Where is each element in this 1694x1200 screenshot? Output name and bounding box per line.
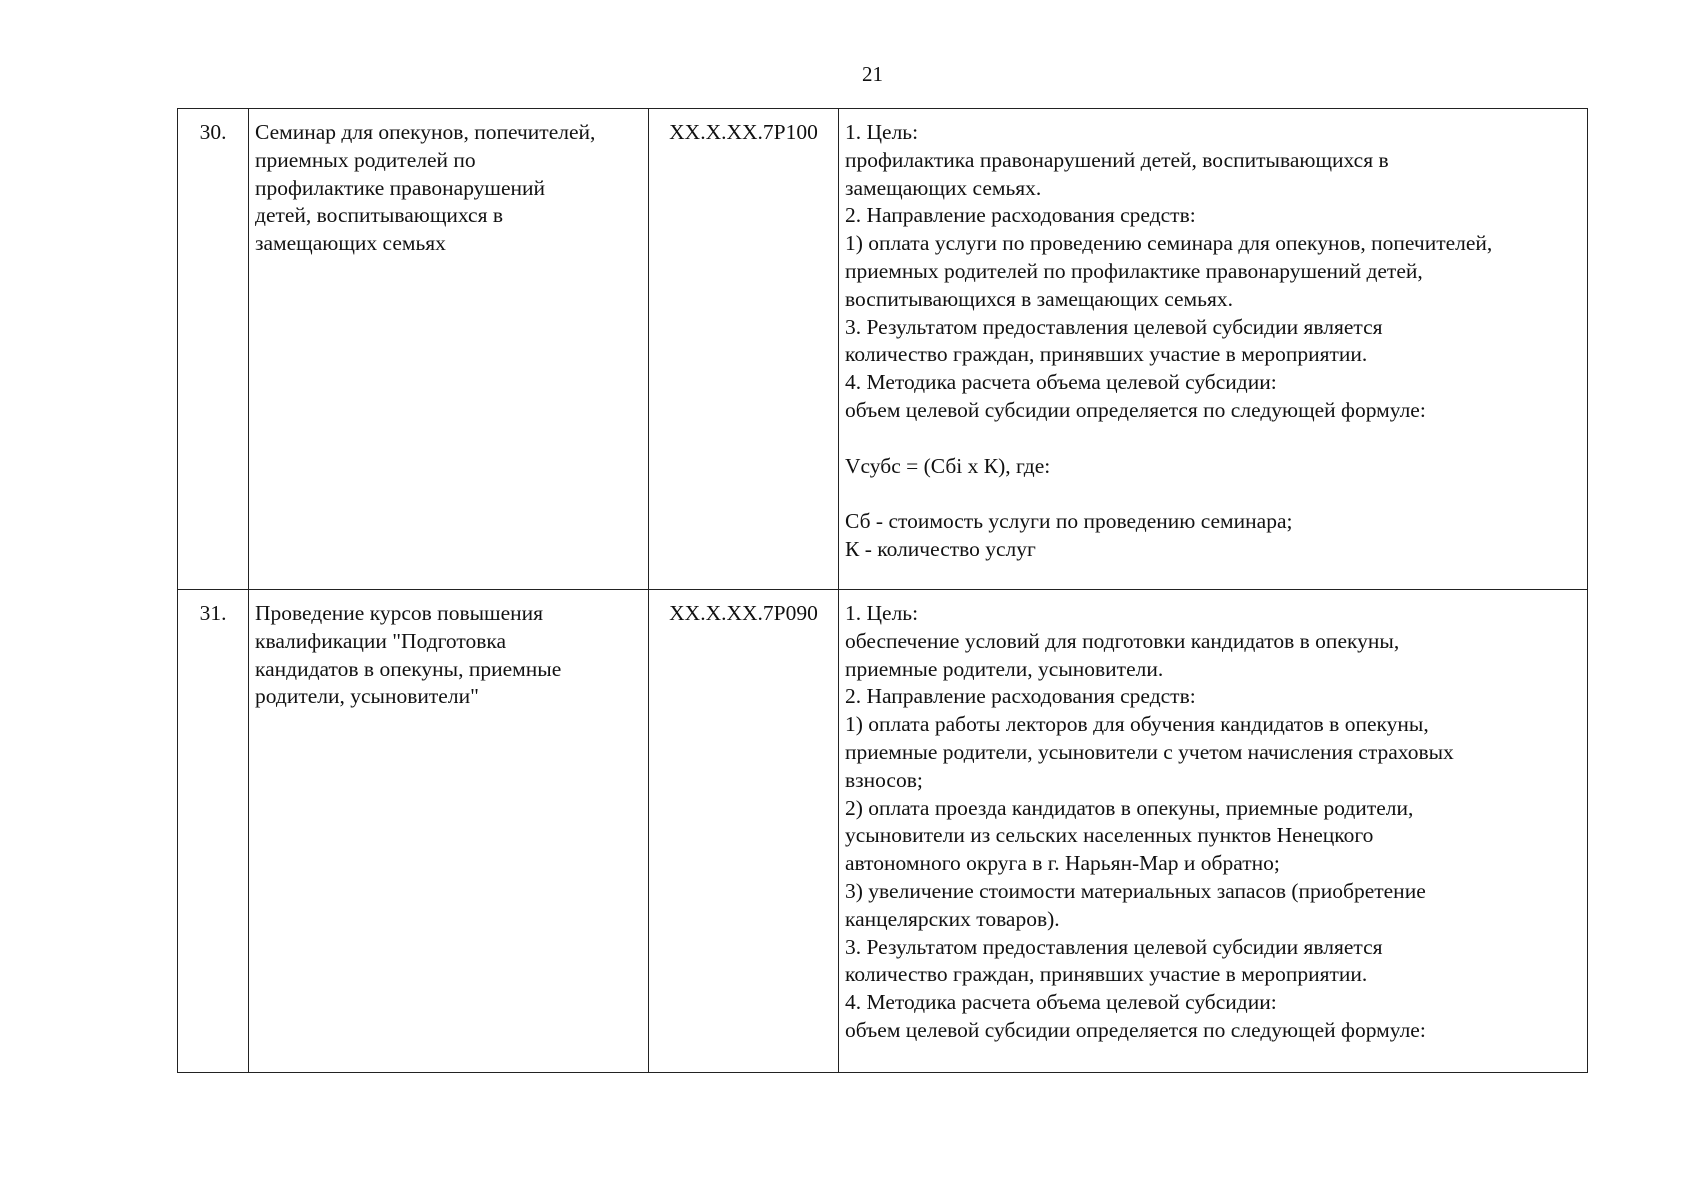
text-line: автономного округа в г. Нарьян-Мар и обратно;	[845, 851, 1280, 876]
text-line: 1. Цель:	[845, 601, 919, 625]
text-line: обеспечение условий для подготовки кандидатов в опекуны,	[845, 628, 1400, 653]
text-line: К - количество услуг	[845, 536, 1036, 561]
text-line: профилактика правонарушений детей, воспитывающихся в	[845, 147, 1389, 172]
text-line: приемных родителей по	[255, 147, 476, 172]
budget-code: XX.X.XX.7P090	[649, 590, 839, 1073]
text-line: замещающих семьях	[255, 231, 446, 256]
text-line: объем целевой субсидии определяется по следующей формуле:	[845, 397, 1426, 422]
text-line: количество граждан, принявших участие в мероприятии.	[845, 342, 1368, 367]
page-number: 21	[862, 62, 883, 86]
text-line: Семинар для опекунов, попечителей,	[255, 120, 596, 144]
text-line: объем целевой субсидии определяется по следующей формуле:	[845, 1017, 1426, 1042]
text-line: количество граждан, принявших участие в мероприятии.	[845, 962, 1368, 987]
text-line: приемные родители, усыновители с учетом начисления страховых	[845, 739, 1454, 764]
text-line: взносов;	[845, 767, 923, 792]
text-line: 1) оплата работы лекторов для обучения кандидатов в опекуны,	[845, 712, 1429, 737]
text-line	[845, 480, 1581, 508]
text-line: приемных родителей по профилактике правонарушений детей,	[845, 258, 1423, 283]
row-number: 30.	[178, 109, 249, 590]
text-line: 4. Методика расчета объема целевой субсидии:	[845, 370, 1277, 395]
text-line: 1. Цель:	[845, 120, 919, 144]
subsidy-table	[177, 108, 1588, 1073]
event-description	[839, 590, 1588, 1073]
text-line: родители, усыновители"	[255, 684, 479, 709]
text-line: замещающих семьях.	[845, 175, 1042, 200]
text-line: Сб - стоимость услуги по проведению семинара;	[845, 509, 1293, 534]
text-line: детей, воспитывающихся в	[255, 203, 503, 228]
text-line: 3) увеличение стоимости материальных запасов (приобретение	[845, 878, 1426, 903]
text-line: 3. Результатом предоставления целевой субсидии является	[845, 314, 1383, 339]
table-row	[178, 109, 1588, 590]
row-number: 31.	[178, 590, 249, 1073]
text-line: приемные родители, усыновители.	[845, 656, 1164, 681]
budget-code: XX.X.XX.7P100	[649, 109, 839, 590]
text-line: кандидатов в опекуны, приемные	[255, 656, 562, 681]
event-name	[249, 109, 649, 590]
text-line: 4. Методика расчета объема целевой субсидии:	[845, 990, 1277, 1015]
text-line: Vсубс = (Сбi x К), где:	[845, 453, 1051, 478]
text-line: воспитывающихся в замещающих семьях.	[845, 286, 1233, 311]
text-line: усыновители из сельских населенных пунктов Ненецкого	[845, 823, 1374, 848]
text-line	[845, 425, 1581, 453]
text-line: 1) оплата услуги по проведению семинара для опекунов, попечителей,	[845, 231, 1493, 256]
text-line: канцелярских товаров).	[845, 906, 1060, 931]
text-line: профилактике правонарушений	[255, 175, 546, 200]
text-line: 2. Направление расходования средств:	[845, 684, 1196, 709]
text-line: 2. Направление расходования средств:	[845, 203, 1196, 228]
text-line: квалификации "Подготовка	[255, 628, 507, 653]
event-name	[249, 590, 649, 1073]
table-row	[178, 590, 1588, 1073]
text-line: Проведение курсов повышения	[255, 601, 544, 625]
text-line: 3. Результатом предоставления целевой субсидии является	[845, 934, 1383, 959]
text-line: 2) оплата проезда кандидатов в опекуны, приемные родители,	[845, 795, 1414, 820]
event-description	[839, 109, 1588, 590]
